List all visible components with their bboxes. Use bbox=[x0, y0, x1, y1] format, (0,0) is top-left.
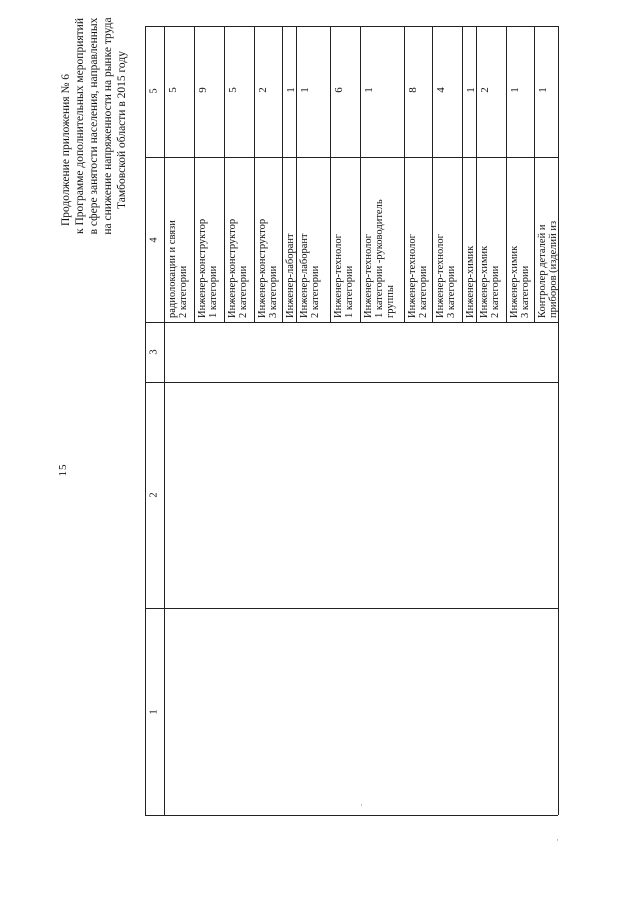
row-divider bbox=[282, 26, 283, 322]
quantity-value: 5 bbox=[227, 87, 239, 93]
row-divider bbox=[506, 26, 507, 322]
quantity-value: 1 bbox=[299, 87, 311, 93]
position-text: Инженер-химик bbox=[509, 245, 520, 318]
position-text: Инженер-химик bbox=[479, 245, 490, 318]
position-text: 2 категории bbox=[418, 265, 429, 318]
position-text: Инженер-конструктор bbox=[257, 218, 268, 318]
quantity-value: 1 bbox=[285, 87, 297, 93]
position-text: приборов (изделий из bbox=[548, 220, 559, 318]
header-line: в сфере занятости населения, направленных bbox=[88, 17, 100, 235]
quantity-value: 2 bbox=[257, 87, 269, 93]
quantity-value: 9 bbox=[197, 87, 209, 93]
position-text: 1 категории bbox=[208, 265, 219, 318]
position-text: Инженер-конструктор bbox=[227, 218, 238, 318]
position-text: 2 категории bbox=[178, 265, 189, 318]
page-number: 15 bbox=[57, 463, 69, 477]
row-divider bbox=[194, 26, 195, 322]
position-text: 3 категории bbox=[446, 265, 457, 318]
position-text: Инженер-лаборант bbox=[299, 233, 310, 318]
position-text: радиолокации и связи bbox=[167, 220, 178, 318]
position-text: 1 категории bbox=[344, 265, 355, 318]
quantity-value: 2 bbox=[479, 87, 491, 93]
column-number: 1 bbox=[148, 709, 160, 715]
position-text: 1 категории -руководитель bbox=[374, 199, 385, 318]
row-divider bbox=[404, 26, 405, 322]
position-text: Инженер-химик bbox=[465, 245, 476, 318]
quantity-value: 8 bbox=[407, 87, 419, 93]
column-number: 4 bbox=[148, 237, 160, 243]
row-divider bbox=[476, 26, 477, 322]
header-line: на снижение напряженности на рынке труда bbox=[102, 17, 114, 235]
quantity-value: 6 bbox=[333, 87, 345, 93]
position-text: Контролер деталей и bbox=[537, 224, 548, 318]
table-border-left bbox=[145, 26, 146, 815]
row-divider bbox=[534, 26, 535, 322]
header-line: Тамбовской области в 2015 году bbox=[116, 51, 128, 209]
column-divider bbox=[145, 608, 558, 609]
quantity-value: 4 bbox=[435, 87, 447, 93]
table-border-top bbox=[145, 26, 558, 27]
column-number: 3 bbox=[148, 349, 160, 355]
column-divider bbox=[145, 157, 558, 158]
column-divider bbox=[145, 382, 558, 383]
column-number: 2 bbox=[148, 492, 160, 498]
row-divider bbox=[296, 26, 297, 322]
header-line: к Программе дополнительных мероприятий bbox=[74, 18, 86, 234]
column-divider bbox=[145, 322, 558, 323]
row-divider bbox=[360, 26, 361, 322]
position-text: Инженер-конструктор bbox=[197, 218, 208, 318]
table-border-right bbox=[558, 26, 559, 815]
quantity-value: 5 bbox=[167, 87, 179, 93]
scan-speck: · bbox=[556, 835, 559, 845]
quantity-value: 1 bbox=[537, 87, 549, 93]
row-divider bbox=[224, 26, 225, 322]
position-text: Инженер-лаборант bbox=[285, 233, 296, 318]
quantity-value: 1 bbox=[465, 87, 477, 93]
row-divider bbox=[330, 26, 331, 322]
position-text: Инженер-технолог bbox=[333, 234, 344, 318]
position-text: группы bbox=[385, 285, 396, 318]
header-line: Продолжение приложения № 6 bbox=[60, 73, 72, 227]
position-text: 3 категории bbox=[268, 265, 279, 318]
position-text: 3 категории bbox=[520, 265, 531, 318]
position-text: 2 категории bbox=[238, 265, 249, 318]
row-divider bbox=[432, 26, 433, 322]
position-text: Инженер-технолог bbox=[363, 234, 374, 318]
scan-speck: · bbox=[360, 800, 363, 810]
row-divider bbox=[254, 26, 255, 322]
row-divider bbox=[462, 26, 463, 322]
table-border-bottom bbox=[145, 815, 558, 816]
position-text: 2 категории bbox=[310, 265, 321, 318]
position-text: 2 категории bbox=[490, 265, 501, 318]
quantity-value: 1 bbox=[509, 87, 521, 93]
position-text: Инженер-технолог bbox=[435, 234, 446, 318]
position-text: Инженер-технолог bbox=[407, 234, 418, 318]
header-row-divider bbox=[164, 26, 165, 815]
column-number: 5 bbox=[148, 88, 160, 94]
quantity-value: 1 bbox=[363, 87, 375, 93]
